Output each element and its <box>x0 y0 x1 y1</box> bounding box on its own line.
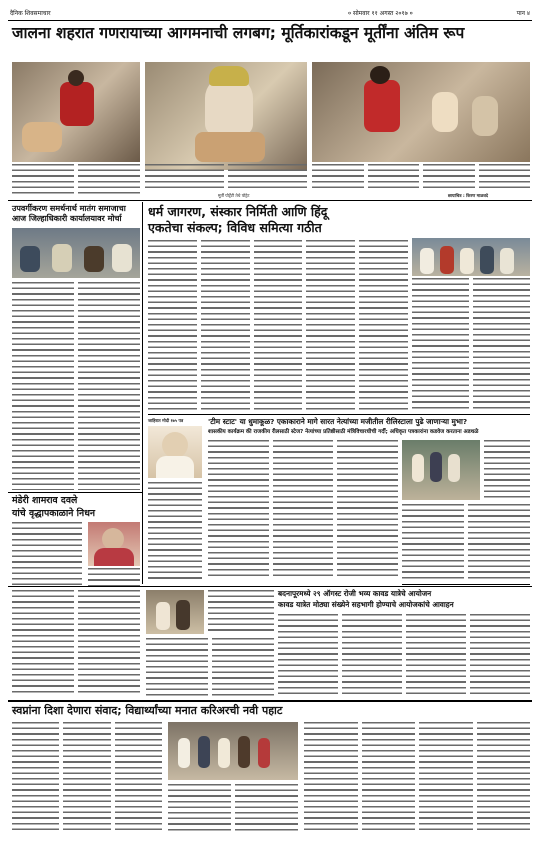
photo-obituary-portrait <box>88 522 140 566</box>
page-header <box>8 6 532 21</box>
photo-credit: छायाचित्र : किरण माळवदे <box>448 193 489 198</box>
bottom-story-headline: स्वप्नांना दिशा देणारा संवाद; विद्यार्थ्यांच्या मनात करिअरची नवी पहाट <box>12 704 283 717</box>
top-headline: जालना शहरात गणरायाच्या आगमनाची लगबग; मूर्तिकारांकडून मूर्तींना अंतिम रूप <box>12 24 465 42</box>
bottom-story-body-mid <box>168 784 298 832</box>
lower-story-subheadline: शासकीय कार्यक्रम की राजकीय रीलसाठी स्टेज? नेत्यांच्या प्रतिष्ठीसाठी मंत्रिविचारधीची गर्दी; अधिकृत पत्रकारांना कडवेज करताना अडथळे <box>208 429 479 435</box>
lower-left-body <box>12 590 140 696</box>
center-story-headline-2: एकतेचा संकल्प; विविध समित्या गठीत <box>148 220 322 235</box>
top-caption-text-mid <box>145 164 307 191</box>
photo-leader-portrait <box>148 426 202 478</box>
right-story-body <box>278 614 530 696</box>
lower-mid-top-body <box>208 590 274 634</box>
top-caption-text-left <box>12 164 140 197</box>
left-story-body <box>12 282 140 490</box>
lower-story-side-text <box>484 440 530 500</box>
paper-name: दैनिक शिवसमाचार <box>10 10 51 17</box>
bottom-story-body-left <box>12 722 162 832</box>
left-story-headline-1: उपवर्गीकरण समर्थनार्थ मातंग समाजाचा <box>12 204 126 213</box>
lower-story-headline: 'टीम स्टाट' या धुमाकूळ? एकाकाराने मागे सारत नेत्यांच्या मजीतील रीलिस्टाला पुढे जाणार्‍या मुभा? <box>208 417 468 426</box>
lower-story-body <box>208 440 398 580</box>
left-story-headline-2: आज जिल्हाधिकारी कार्यालयावर मोर्चा <box>12 214 122 223</box>
top-caption-text-right <box>312 164 530 191</box>
bottom-story-body-right <box>304 722 530 832</box>
page-number: पान ४ <box>516 10 530 17</box>
photo-ganesh-idol <box>145 62 307 170</box>
obituary-body <box>12 522 82 586</box>
center-story-headline-1: धर्म जागरण, संस्कार निर्मिती आणि हिंदू <box>148 204 328 219</box>
photo-career-guidance <box>168 722 298 780</box>
obituary-headline-1: मंडेरी शामराव दवले <box>12 495 78 506</box>
lower-mid-body <box>146 638 274 696</box>
photo-stage-event <box>402 440 480 500</box>
photo-caption: मूर्ती पोर्ट्रेटी तेथे पोट्रेट <box>218 193 250 198</box>
ad-caption: जाहिरात मोदी १७५ पत्र <box>148 418 184 423</box>
ad-text-block <box>148 482 202 582</box>
obituary-caption <box>88 568 140 586</box>
right-story-headline-1: बदनापूरमध्ये २९ ऑगस्ट रोजी भव्य कावड यात्रेचे आयोजन <box>278 589 432 598</box>
center-story-body <box>148 240 408 410</box>
center-story-body-right <box>412 278 530 410</box>
lower-story-body-right <box>402 504 530 580</box>
right-story-headline-2: कावड यात्रेत मोठ्या संख्येने सहभागी होण्याचे आयोजकांचे आवाहन <box>278 600 454 609</box>
photo-samiti-group <box>412 238 530 276</box>
photo-artisan-painting <box>12 62 140 162</box>
newspaper-page <box>8 6 532 835</box>
photo-lower-event <box>146 590 204 634</box>
photo-artisan-idols <box>312 62 530 162</box>
date-line: ० सोमवार ११ अगस्त २०१७ ० <box>348 10 413 17</box>
photo-meeting <box>12 228 140 278</box>
obituary-headline-2: यांचे वृद्धापकाळाने निधन <box>12 508 96 519</box>
